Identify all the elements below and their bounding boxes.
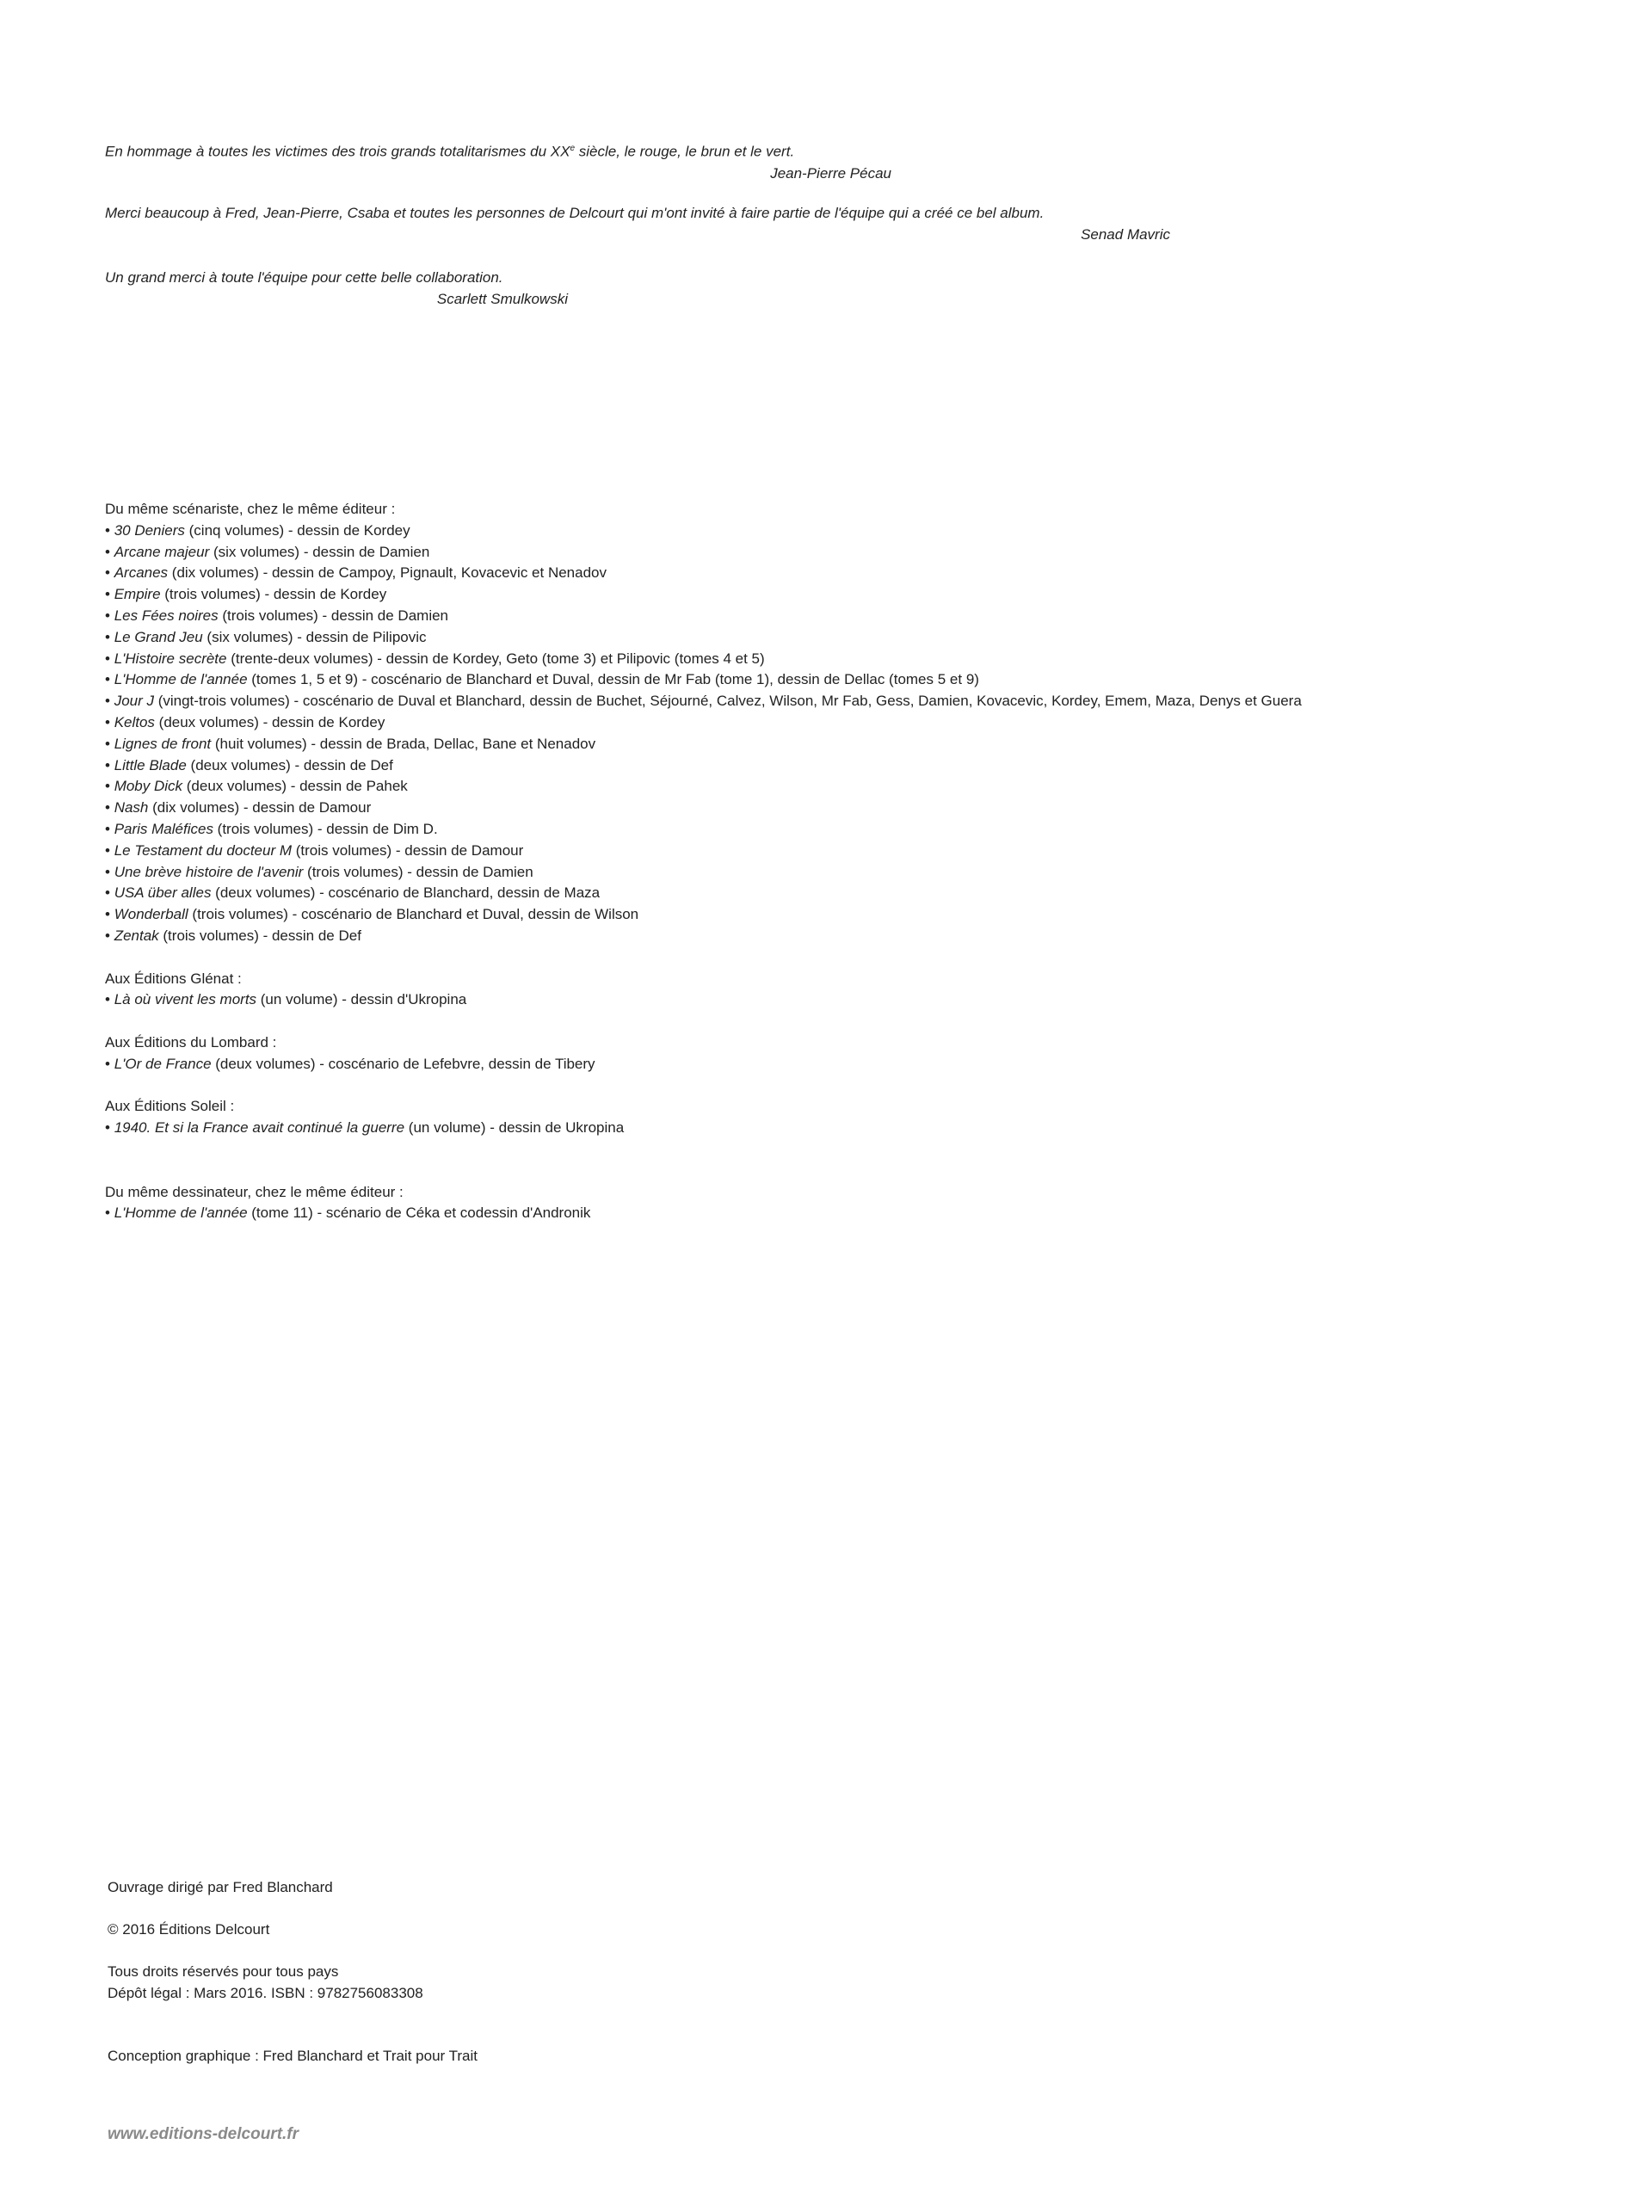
bullet: • (105, 906, 110, 923)
dedication-1 (105, 138, 891, 184)
rights-statement: Tous droits réservés pour tous pays (108, 1963, 339, 1980)
bullet: • (105, 927, 110, 944)
work-title: Arcane majeur (114, 543, 210, 560)
list-item (105, 563, 1302, 584)
list-item (105, 691, 1302, 712)
work-details: (trois volumes) - dessin de Damien (218, 607, 449, 624)
list-item (105, 712, 1302, 734)
work-title: L'Homme de l'année (114, 671, 248, 688)
bullet: • (105, 650, 110, 667)
bullet: • (105, 820, 110, 837)
work-title: Là où vivent les morts (114, 991, 257, 1008)
section-heading: Aux Éditions Glénat : (105, 970, 242, 987)
bullet: • (105, 1055, 110, 1072)
list-item (105, 1118, 1302, 1139)
work-title: USA über alles (114, 884, 212, 902)
work-title: L'Or de France (114, 1055, 212, 1072)
list-item (105, 798, 1302, 819)
work-details: (trois volumes) - coscénario de Blanchard et Duval, dessin de Wilson (188, 906, 639, 923)
bullet: • (105, 863, 110, 880)
list-item (105, 627, 1302, 649)
bibliography (105, 499, 1302, 1224)
work-title: Les Fées noires (114, 607, 219, 624)
work-details: (deux volumes) - dessin de Kordey (154, 713, 385, 730)
list-item (105, 734, 1302, 755)
bullet: • (105, 884, 110, 902)
work-title: L'Histoire secrète (114, 650, 227, 667)
bullet: • (105, 713, 110, 730)
work-title: Arcanes (114, 564, 169, 582)
list-item (105, 776, 1302, 798)
work-title: Nash (114, 799, 149, 816)
directed-by: Ouvrage dirigé par Fred Blanchard (108, 1879, 333, 1895)
work-title: 1940. Et si la France avait continué la guerre (114, 1119, 405, 1137)
work-details: (dix volumes) - dessin de Damour (148, 799, 372, 816)
work-details: (trois volumes) - dessin de Damour (292, 841, 524, 859)
list-item (105, 883, 1302, 904)
bullet: • (105, 693, 110, 710)
bullet: • (105, 1119, 110, 1137)
list-item (105, 841, 1302, 862)
bullet: • (105, 735, 110, 752)
list-item (105, 904, 1302, 926)
list-item (105, 755, 1302, 777)
publisher-website: www.editions-delcourt.fr (108, 2125, 299, 2143)
list-item (105, 1203, 1302, 1224)
bullet: • (105, 756, 110, 773)
bullet: • (105, 671, 110, 688)
list-item (105, 584, 1302, 606)
list-item (105, 819, 1302, 841)
work-details: (deux volumes) - dessin de Pahek (182, 778, 408, 795)
work-details: (trente-deux volumes) - dessin de Kordey, Geto (tome 3) et Pilipovic (tomes 4 et 5) (226, 650, 765, 667)
bullet: • (105, 991, 110, 1008)
list-item (105, 1054, 1302, 1075)
list-item (105, 669, 1302, 691)
work-title: Moby Dick (114, 778, 183, 795)
bullet: • (105, 799, 110, 816)
bullet: • (105, 521, 110, 539)
work-details: (dix volumes) - dessin de Campoy, Pignault, Kovacevic et Nenadov (168, 564, 607, 582)
copyright: © 2016 Éditions Delcourt (108, 1921, 270, 1938)
credits (108, 1877, 478, 2067)
dedication-signature: Senad Mavric (1081, 226, 1170, 243)
list-item (105, 926, 1302, 947)
section-heading: Aux Éditions Soleil : (105, 1098, 235, 1115)
work-title: Le Testament du docteur M (114, 841, 293, 859)
work-title: Une brève histoire de l'avenir (114, 863, 304, 880)
work-title: Wonderball (114, 906, 188, 923)
work-details: (deux volumes) - coscénario de Blanchard, dessin de Maza (211, 884, 601, 902)
list-item (105, 649, 1302, 670)
bullet: • (105, 543, 110, 560)
work-details: (six volumes) - dessin de Damien (209, 543, 430, 560)
work-details: (six volumes) - dessin de Pilipovic (202, 628, 427, 645)
work-title: Keltos (114, 713, 155, 730)
work-title: L'Homme de l'année (114, 1205, 248, 1222)
dedication-text: Merci beaucoup à Fred, Jean-Pierre, Csaba et toutes les personnes de Delcourt qui m'ont invité à faire partie de l'équipe qui a créé ce bel album. (105, 205, 1045, 221)
work-details: (tomes 1, 5 et 9) - coscénario de Blanchard et Duval, dessin de Mr Fab (tome 1), dessin de Dellac (tomes 5 et 9) (247, 671, 979, 688)
dedication-signature: Scarlett Smulkowski (436, 291, 568, 307)
work-details: (un volume) - dessin d'Ukropina (256, 991, 467, 1008)
bullet: • (105, 841, 110, 859)
work-details: (trois volumes) - dessin de Dim D. (213, 820, 438, 837)
work-details: (trois volumes) - dessin de Def (158, 927, 361, 944)
work-details: (deux volumes) - coscénario de Lefebvre, dessin de Tibery (211, 1055, 595, 1072)
bullet: • (105, 1205, 110, 1222)
bullet: • (105, 628, 110, 645)
list-item (105, 862, 1302, 884)
bullet: • (105, 586, 110, 603)
bullet: • (105, 607, 110, 624)
work-title: Zentak (114, 927, 159, 944)
work-details: (huit volumes) - dessin de Brada, Dellac, Bane et Nenadov (211, 735, 596, 752)
work-title: Jour J (114, 693, 154, 710)
list-item (105, 521, 1302, 542)
dedication-signature: Jean-Pierre Pécau (770, 164, 891, 182)
work-title: Le Grand Jeu (114, 628, 203, 645)
work-details: (deux volumes) - dessin de Def (186, 756, 393, 773)
work-details: (tome 11) - scénario de Céka et codessin d'Andronik (247, 1205, 591, 1222)
dedication-3 (105, 267, 568, 310)
dedication-text: En hommage à toutes les victimes des trois grands totalitarismes du XXe siècle, le rouge, le brun et le vert. (105, 143, 795, 160)
section-heading: Aux Éditions du Lombard : (105, 1033, 277, 1051)
dedication-text: Un grand merci à toute l'équipe pour cette belle collaboration. (105, 269, 503, 286)
bullet: • (105, 564, 110, 582)
legal-deposit: Dépôt légal : Mars 2016. ISBN : 9782756083308 (108, 1984, 423, 2001)
work-details: (cinq volumes) - dessin de Kordey (184, 521, 410, 539)
work-title: Little Blade (114, 756, 187, 773)
list-item (105, 606, 1302, 627)
list-item (105, 542, 1302, 564)
section-heading: Du même scénariste, chez le même éditeur : (105, 501, 396, 517)
work-title: Paris Maléfices (114, 820, 213, 837)
work-title: 30 Deniers (114, 521, 185, 539)
section-heading: Du même dessinateur, chez le même éditeur : (105, 1183, 404, 1200)
dedication-2 (105, 202, 1170, 245)
work-details: (un volume) - dessin de Ukropina (404, 1119, 625, 1137)
graphic-design-credit: Conception graphique : Fred Blanchard et Trait pour Trait (108, 2048, 478, 2064)
work-details: (vingt-trois volumes) - coscénario de Duval et Blanchard, dessin de Buchet, Séjourné, Calvez, Wilson, Mr Fab, Gess, Damien, Kovacevic, Kordey, Emem, Maza, Denys et Guera (153, 693, 1302, 710)
bullet: • (105, 778, 110, 795)
list-item (105, 989, 1302, 1011)
work-title: Empire (114, 586, 161, 603)
work-details: (trois volumes) - dessin de Kordey (160, 586, 387, 603)
work-details: (trois volumes) - dessin de Damien (303, 863, 533, 880)
work-title: Lignes de front (114, 735, 212, 752)
